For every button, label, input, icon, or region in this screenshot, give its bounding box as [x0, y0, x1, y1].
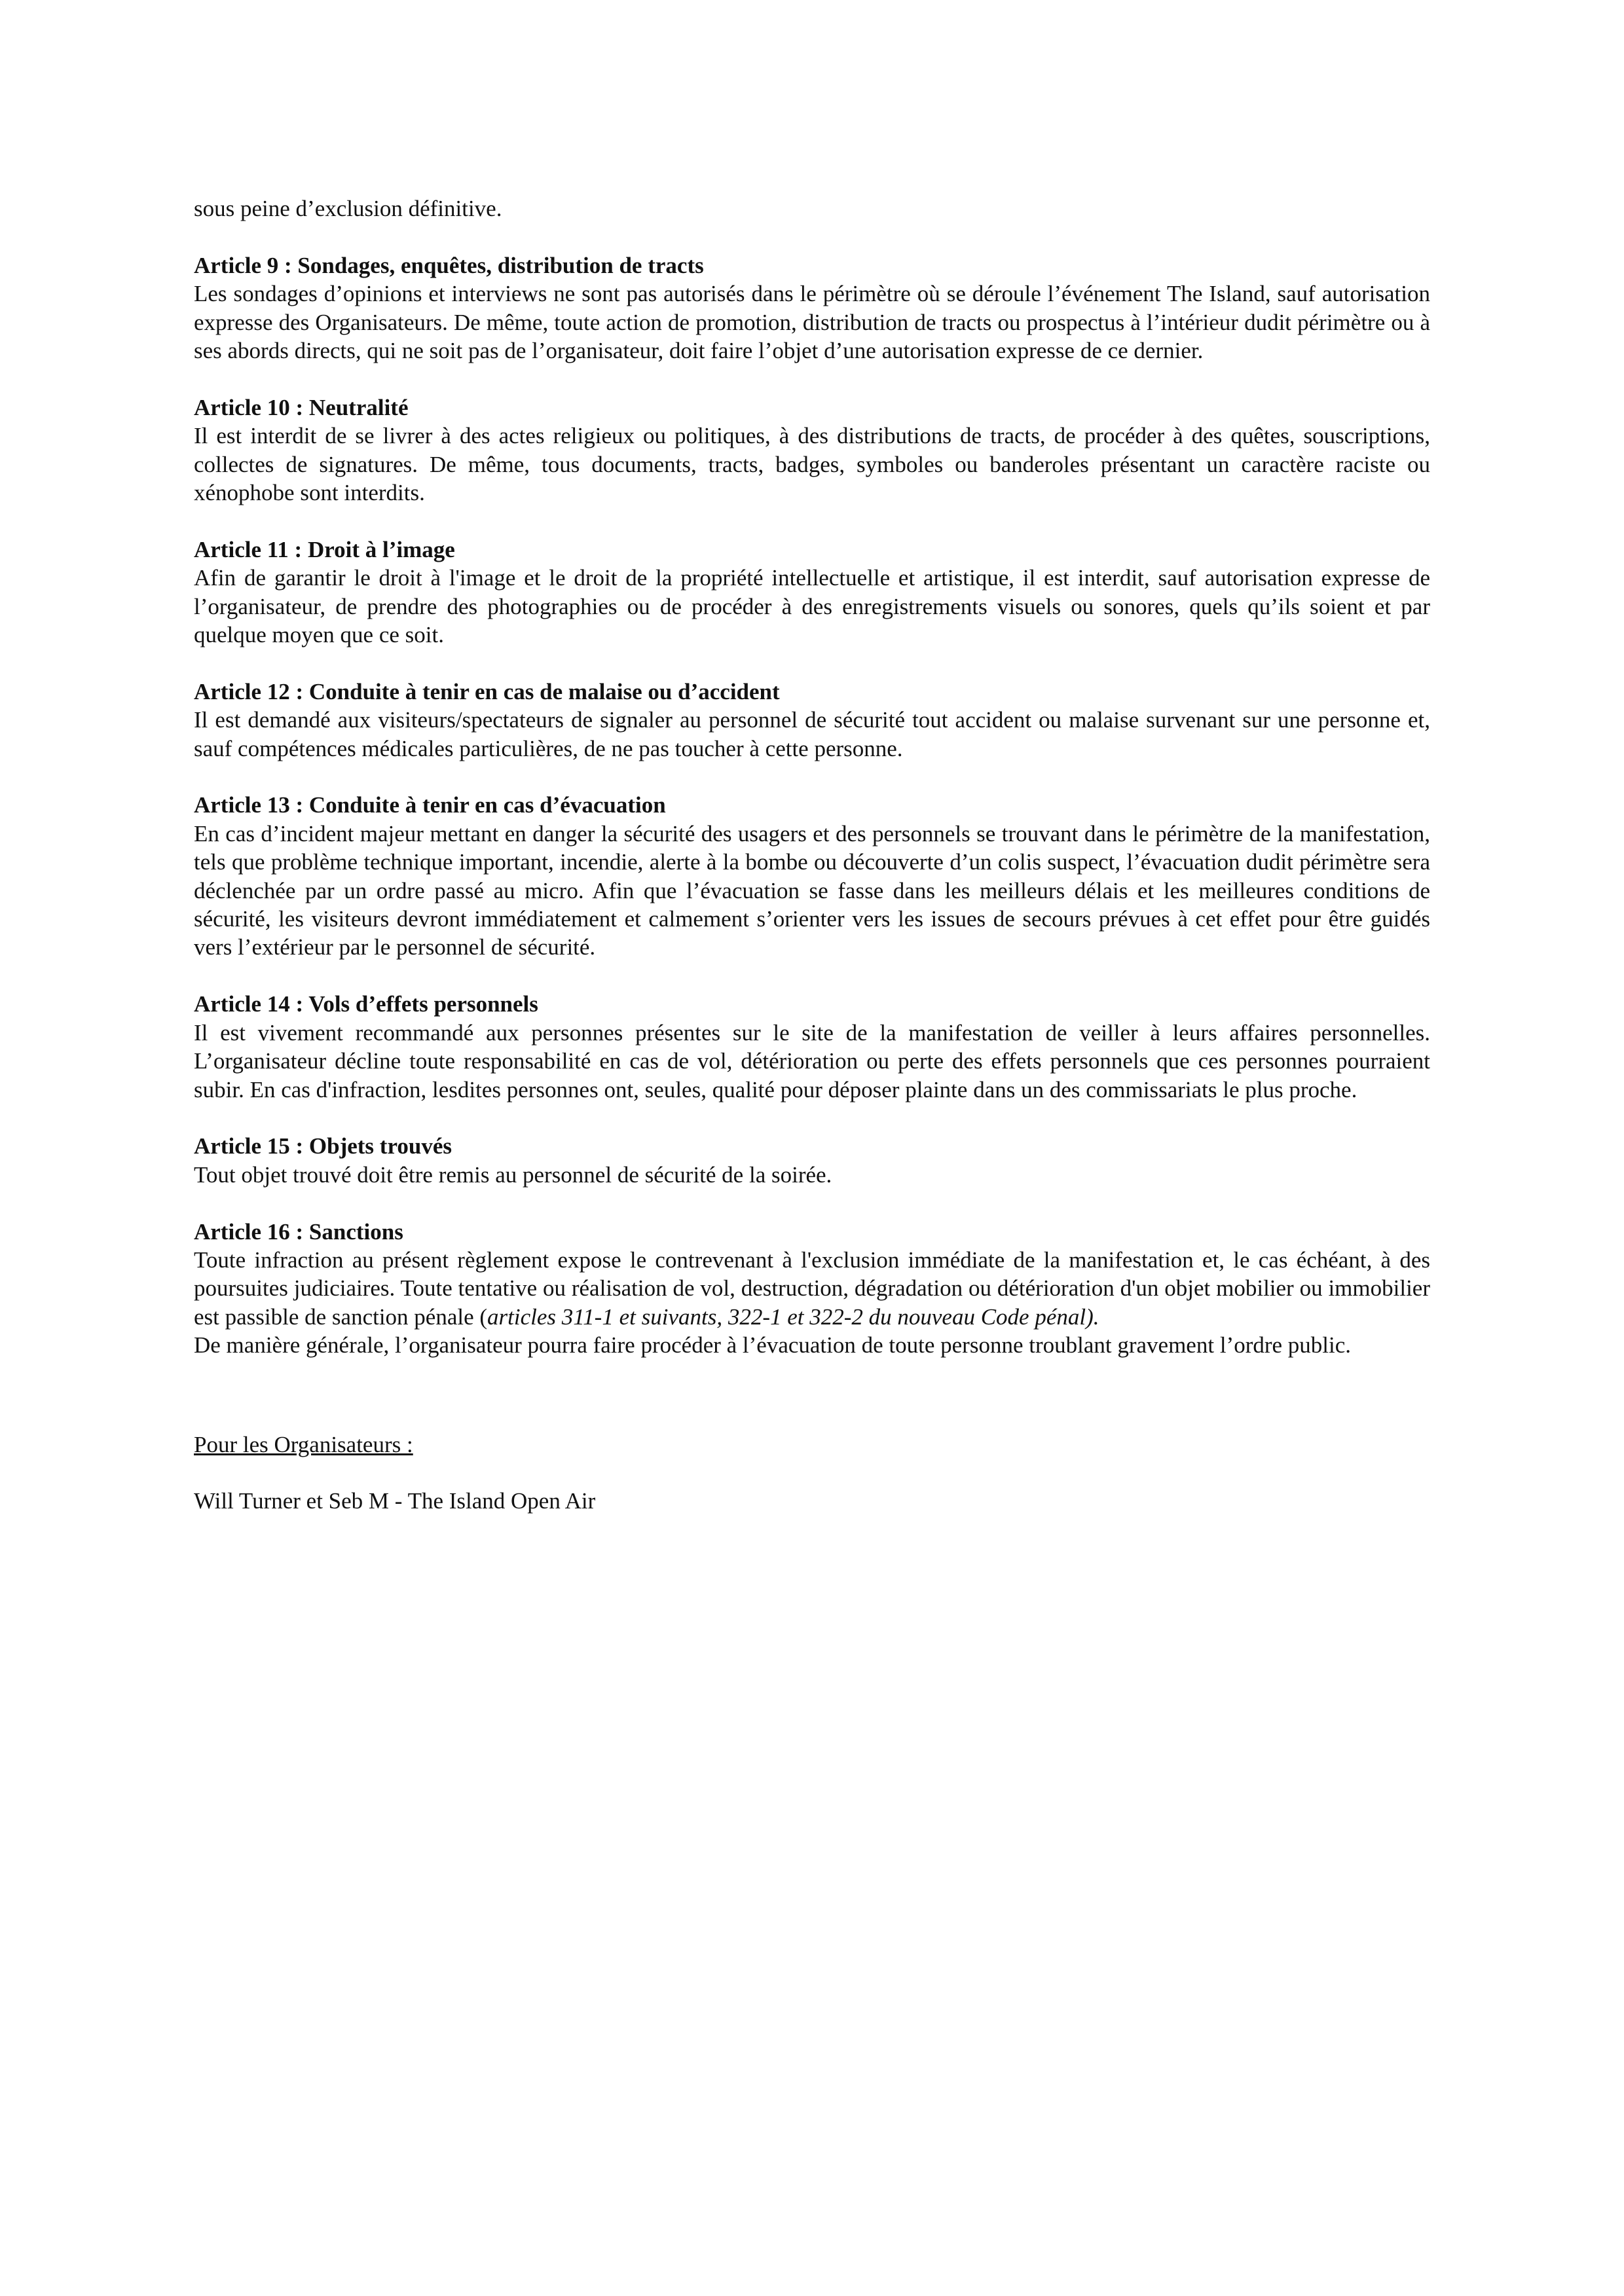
article-11 — [194, 536, 1430, 649]
article-title: Article 9 : Sondages, enquêtes, distribution de tracts — [194, 252, 704, 278]
article-title: Article 11 : Droit à l’image — [194, 536, 455, 562]
article-paragraph: Tout objet trouvé doit être remis au personnel de sécurité de la soirée. — [194, 1161, 832, 1188]
article-10 — [194, 393, 1430, 507]
article-16 — [194, 1218, 1430, 1360]
article-13 — [194, 791, 1430, 961]
article-paragraph: Il est vivement recommandé aux personnes présentes sur le site de la manifestation de veiller à leurs affaires personnelles. L’organisateur décline toute responsabilité en cas de vol, détérioration ou perte des effets personnels que ces personnes pourraient subir. En cas d'infraction, lesdites personnes ont, seules, qualité pour déposer plainte dans un des commissariats le plus proche. — [194, 1019, 1430, 1102]
signature-names: Will Turner et Seb M - The Island Open Air — [194, 1488, 596, 1514]
article-12 — [194, 678, 1430, 763]
article-paragraph: Il est demandé aux visiteurs/spectateurs de signaler au personnel de sécurité tout accident ou malaise survenant sur une personne et, sauf compétences médicales particulières, de ne pas toucher à cette personne. — [194, 707, 1430, 761]
legal-reference: articles 311-1 et suivants, 322-1 et 322-2 du nouveau Code pénal). — [487, 1303, 1099, 1330]
article-title: Article 12 : Conduite à tenir en cas de malaise ou d’accident — [194, 678, 780, 704]
article-title: Article 13 : Conduite à tenir en cas d’évacuation — [194, 792, 666, 818]
article-title: Article 14 : Vols d’effets personnels — [194, 991, 538, 1017]
intro-line: sous peine d’exclusion définitive. — [194, 196, 502, 221]
article-paragraph: De manière générale, l’organisateur pourra faire procéder à l’évacuation de toute personne troublant gravement l’ordre public. — [194, 1332, 1352, 1358]
signature-block — [194, 1430, 1430, 1516]
sanctions-text: Toute infraction au présent règlement expose le contrevenant à l'exclusion immédiate de la manifestation et, le cas échéant, à des poursuites judiciaires. Toute tentative ou réalisation de vol, destruction, dégradation ou détérioration d'un objet mobilier ou immobilier est passible de sanction pénale ( — [194, 1247, 1430, 1330]
article-paragraph: Les sondages d’opinions et interviews ne sont pas autorisés dans le périmètre où se déroule l’événement The Island, sauf autorisation expresse des Organisateurs. De même, toute action de promotion, distribution de tracts ou prospectus à l’intérieur dudit périmètre ou à ses abords directs, qui ne soit pas de l’organisateur, doit faire l’objet d’une autorisation expresse de ce dernier. — [194, 281, 1430, 364]
article-title: Article 15 : Objets trouvés — [194, 1133, 452, 1159]
article-title: Article 10 : Neutralité — [194, 394, 409, 420]
article-title: Article 16 : Sanctions — [194, 1218, 403, 1245]
article-9 — [194, 251, 1430, 365]
article-15 — [194, 1132, 1430, 1189]
article-paragraph: Il est interdit de se livrer à des actes religieux ou politiques, à des distributions de tracts, de procéder à des quêtes, souscriptions, collectes de signatures. De même, tous documents, tracts, badges, symboles ou banderoles présentant un caractère raciste ou xénophobe sont interdits. — [194, 423, 1430, 506]
article-paragraph — [194, 1246, 1430, 1331]
document-page — [194, 194, 1430, 1516]
article-14 — [194, 990, 1430, 1104]
article-paragraph: En cas d’incident majeur mettant en danger la sécurité des usagers et des personnels se trouvant dans le périmètre de la manifestation, tels que problème technique important, incendie, alerte à la bombe ou découverte d’un colis suspect, l’évacuation dudit périmètre sera déclenchée par un ordre passé au micro. Afin que l’évacuation se fasse dans les meilleurs délais et les meilleures conditions de sécurité, les visiteurs devront immédiatement et calmement s’orienter vers les issues de secours prévues à cet effet pour être guidés vers l’extérieur par le personnel de sécurité. — [194, 820, 1430, 960]
article-paragraph: Afin de garantir le droit à l'image et le droit de la propriété intellectuelle et artistique, il est interdit, sauf autorisation expresse de l’organisateur, de prendre des photographies ou de procéder à des enregistrements visuels ou sonores, quels qu’ils soient et par quelque moyen que ce soit. — [194, 565, 1430, 648]
signature-label: Pour les Organisateurs : — [194, 1431, 413, 1457]
